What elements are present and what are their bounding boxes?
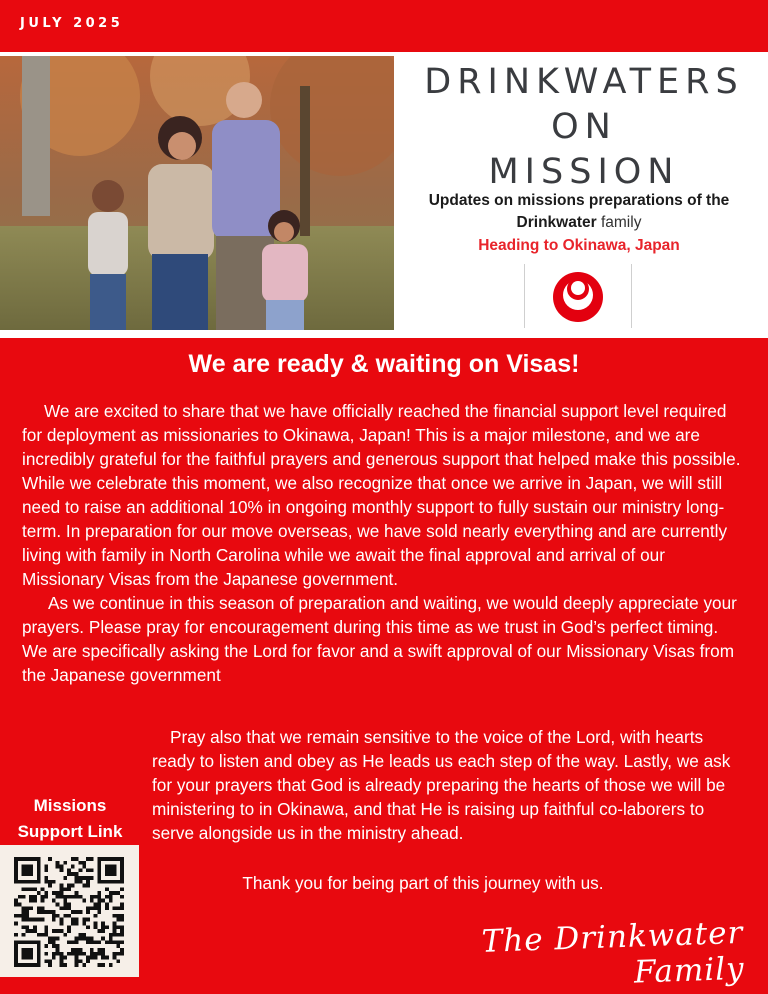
- article-body-lower: [152, 725, 746, 845]
- brand-title: [400, 60, 768, 195]
- tagline-family: family: [600, 214, 642, 231]
- article-headline: We are ready & waiting on Visas!: [188, 350, 580, 378]
- flag-frame: [524, 264, 632, 328]
- qr-code-panel[interactable]: [0, 845, 139, 977]
- okinawa-flag-icon: [551, 270, 605, 324]
- article-paragraph: We are excited to share that we have officially reached the financial support level required for deployment as missionaries to Okinawa, Japan! This is a major milestone, and we are incredibly grateful for the faithful prayers and generous support that helped make this possible. While we celebrate this moment, we also recognize that once we arrive in Japan, we will still need to raise an additional 10% in ongoing monthly support to fully sustain our ministry long-term. In preparation for our move overseas, we have sold nearly everything and are currently living with family in North Carolina while we await the final approval and arrival of our Missionary Visas from the Japanese government.: [22, 401, 741, 589]
- article-paragraph: As we continue in this season of preparation and waiting, we would deeply appreciate your prayers. Please pray for encouragement during this time as we trust in God’s perfect timing. We are specifically asking the Lord for favor and a swift approval of our Missionary Visas from the Japanese government: [22, 593, 737, 685]
- hero-banner: [0, 52, 768, 338]
- brand-title-line: ON: [551, 107, 617, 147]
- qr-code-icon[interactable]: [14, 857, 124, 967]
- support-label-line: Support Link: [17, 822, 123, 841]
- article-body: [22, 399, 746, 687]
- family-photo: [0, 56, 394, 330]
- newsletter-date: JULY 2025: [20, 16, 124, 31]
- tagline-text: Updates on missions preparations of the Drinkwater: [428, 192, 730, 231]
- brand-title-line: DRINKWATERS: [424, 62, 744, 102]
- support-link-label: [0, 793, 140, 845]
- tagline: [405, 190, 753, 234]
- signature: The Drinkwater Family: [480, 914, 746, 991]
- thanks-line: Thank you for being part of this journey with us.: [242, 873, 604, 893]
- destination-text: Heading to Okinawa, Japan: [478, 237, 680, 254]
- brand-title-line: MISSION: [488, 152, 680, 192]
- support-label-line: Missions: [33, 796, 107, 815]
- article-paragraph: Pray also that we remain sensitive to the voice of the Lord, with hearts ready to listen and obey as He leads us each step of the way. Lastly, we ask for your prayers that God is already preparing the hearts of those we will be ministering to in Okinawa, and that He is raising up faithful co-laborers to serve alongside us in the ministry ahead.: [152, 727, 731, 843]
